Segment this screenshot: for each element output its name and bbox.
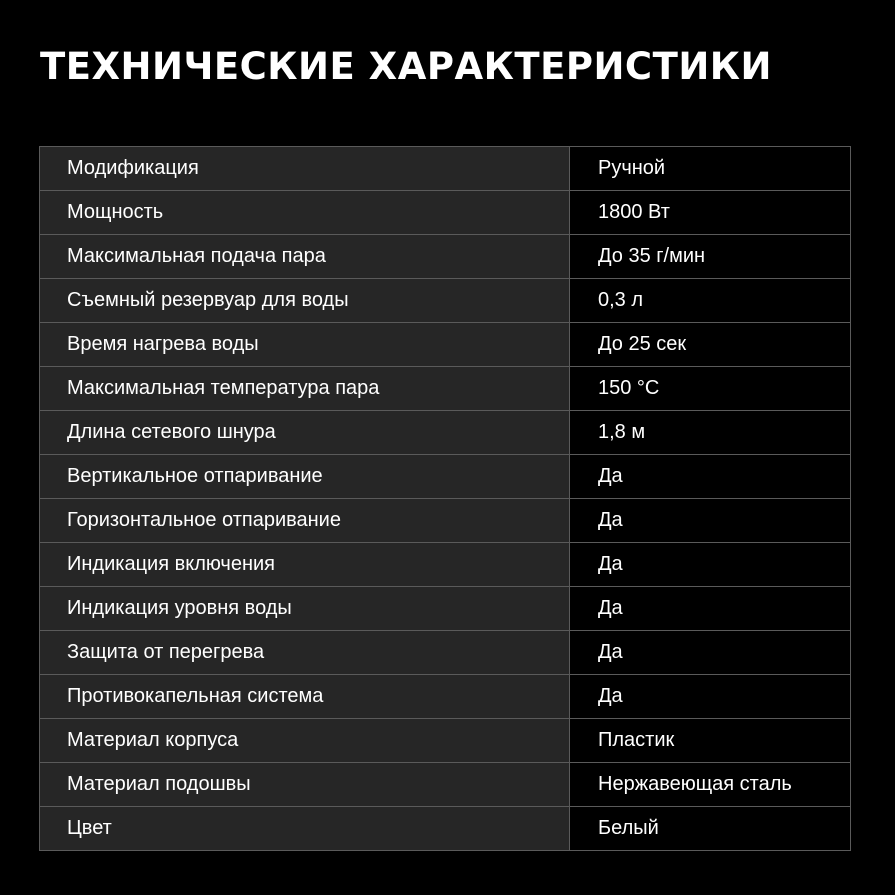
spec-name: Индикация уровня воды (40, 587, 570, 631)
spec-value: Да (570, 631, 851, 675)
spec-row (40, 455, 851, 499)
spec-row (40, 279, 851, 323)
spec-value: 150 °C (570, 367, 851, 411)
spec-row (40, 763, 851, 807)
spec-row (40, 807, 851, 851)
spec-name: Время нагрева воды (40, 323, 570, 367)
spec-value: До 35 г/мин (570, 235, 851, 279)
spec-value: Пластик (570, 719, 851, 763)
specifications-table (39, 146, 851, 851)
spec-row (40, 367, 851, 411)
spec-value: Белый (570, 807, 851, 851)
spec-name: Длина сетевого шнура (40, 411, 570, 455)
spec-row (40, 323, 851, 367)
spec-row (40, 543, 851, 587)
spec-row (40, 631, 851, 675)
spec-name: Вертикальное отпаривание (40, 455, 570, 499)
page-title: ТЕХНИЧЕСКИЕ ХАРАКТЕРИСТИКИ (40, 45, 772, 88)
spec-row (40, 675, 851, 719)
spec-name: Цвет (40, 807, 570, 851)
spec-value: 1800 Вт (570, 191, 851, 235)
spec-row (40, 587, 851, 631)
spec-name: Модификация (40, 147, 570, 191)
spec-name: Материал подошвы (40, 763, 570, 807)
spec-value: Да (570, 543, 851, 587)
spec-row (40, 191, 851, 235)
spec-value: Ручной (570, 147, 851, 191)
spec-value: Да (570, 675, 851, 719)
spec-row (40, 499, 851, 543)
spec-value: 1,8 м (570, 411, 851, 455)
spec-value: 0,3 л (570, 279, 851, 323)
spec-name: Защита от перегрева (40, 631, 570, 675)
spec-name: Максимальная температура пара (40, 367, 570, 411)
spec-value: Да (570, 499, 851, 543)
spec-name: Индикация включения (40, 543, 570, 587)
spec-row (40, 235, 851, 279)
spec-value: До 25 сек (570, 323, 851, 367)
spec-name: Мощность (40, 191, 570, 235)
spec-value: Нержавеющая сталь (570, 763, 851, 807)
spec-row (40, 411, 851, 455)
spec-name: Съемный резервуар для воды (40, 279, 570, 323)
spec-name: Противокапельная система (40, 675, 570, 719)
spec-value: Да (570, 455, 851, 499)
spec-name: Максимальная подача пара (40, 235, 570, 279)
specifications-table-body (40, 147, 851, 851)
spec-row (40, 719, 851, 763)
spec-row (40, 147, 851, 191)
spec-name: Горизонтальное отпаривание (40, 499, 570, 543)
spec-name: Материал корпуса (40, 719, 570, 763)
spec-value: Да (570, 587, 851, 631)
